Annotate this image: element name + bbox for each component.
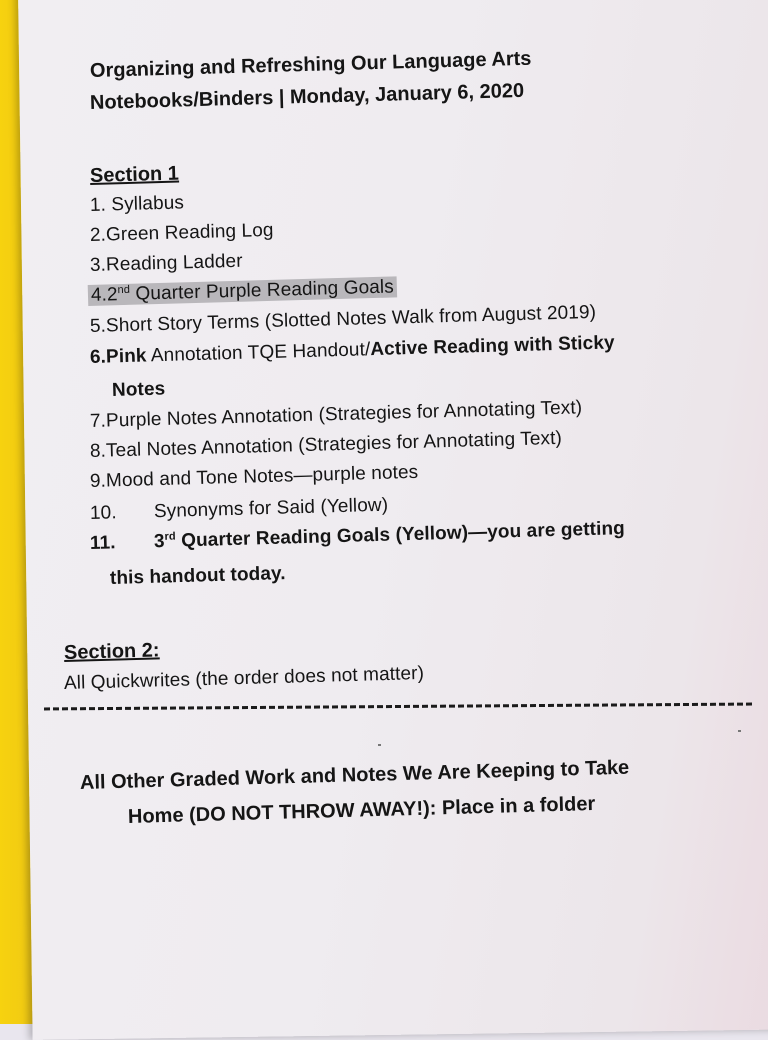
item-number: 3. [89, 254, 107, 276]
list-item [90, 462, 419, 493]
item-superscript: nd [117, 283, 131, 297]
item-number: 6. [89, 346, 107, 368]
list-item-highlighted [88, 276, 397, 307]
list-item-continuation: Notes [111, 378, 166, 401]
section-2-heading: Section 2: [63, 639, 160, 664]
item-text: Annotation TQE Handout/ [146, 339, 371, 367]
list-item [90, 518, 625, 555]
list-item [90, 220, 274, 247]
cut-line [44, 703, 752, 711]
item-number: 2. [89, 224, 107, 246]
highlight [88, 276, 397, 306]
item-text: Green Reading Log [105, 219, 274, 246]
item-bold-text: Pink [105, 345, 147, 368]
item-text-pre: 2 [106, 284, 118, 306]
paper-speck [378, 744, 381, 746]
item-text: Short Story Terms (Slotted Notes Walk from August 2019) [105, 301, 597, 337]
item-number: 11. [89, 532, 116, 554]
title-line-1: Organizing and Refreshing Our Language Arts [89, 47, 532, 82]
list-item [90, 332, 615, 369]
paper-speck [738, 730, 741, 732]
list-item [90, 302, 597, 338]
item-text: Quarter Purple Reading Goals [129, 276, 395, 305]
list-item [90, 495, 389, 525]
title-line-2: Notebooks/Binders | Monday, January 6, 2020 [89, 79, 525, 114]
item-number: 4. [90, 284, 108, 306]
list-item [90, 192, 185, 217]
footer-line-1: All Other Graded Work and Notes We Are Keeping to Take [79, 756, 630, 794]
item-text-pre: 3 [153, 530, 165, 553]
item-text: Purple Notes Annotation (Strategies for Annotating Text) [105, 397, 583, 432]
list-item [90, 397, 583, 433]
item-number: 9. [89, 470, 107, 492]
item-text: Mood and Tone Notes—purple notes [105, 461, 419, 492]
item-number: 10. [89, 502, 117, 524]
item-text: Teal Notes Annotation (Strategies for Annotating Text) [105, 427, 563, 462]
section-1-heading: Section 1 [89, 162, 180, 187]
section-2-text: All Quickwrites (the order does not matter) [63, 662, 425, 694]
list-item [90, 251, 243, 277]
item-superscript: rd [164, 530, 176, 543]
item-number: 7. [89, 410, 107, 432]
item-text: Syllabus [105, 192, 185, 216]
item-text: Reading Ladder [105, 250, 243, 276]
item-number: 8. [89, 440, 107, 462]
footer-line-2: Home (DO NOT THROW AWAY!): Place in a folder [127, 792, 596, 828]
item-text: Synonyms for Said (Yellow) [153, 494, 389, 523]
item-number: 1. [89, 194, 107, 216]
item-number: 5. [89, 315, 107, 337]
item-text: Quarter Reading Goals (Yellow)—you are getting [175, 518, 626, 552]
list-item-continuation: this handout today. [109, 563, 286, 589]
list-item [90, 428, 563, 463]
item-bold-text-2: Active Reading with Sticky [370, 332, 615, 361]
